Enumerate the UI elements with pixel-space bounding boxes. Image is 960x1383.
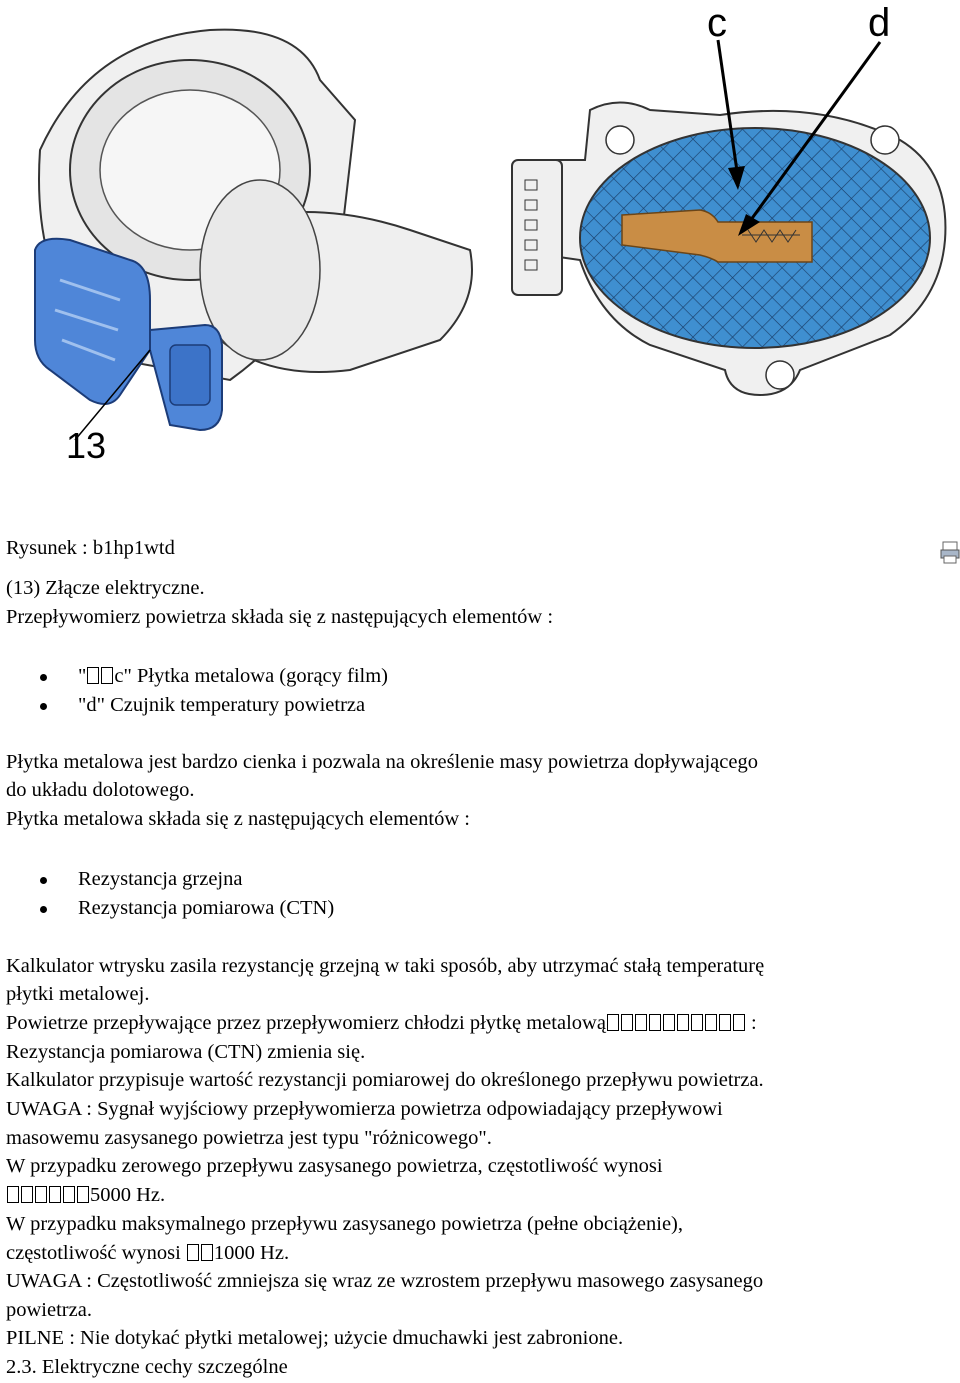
bullet — [40, 674, 47, 681]
paragraph-6-line-1: W przypadku zerowego przepływu zasysanego powietrza, częstotliwość wynosi — [6, 1155, 663, 1177]
paragraph-4: Kalkulator przypisuje wartość rezystancji pomiarowej do określonego przepływu powietrza. — [6, 1069, 764, 1091]
callout-c-label: c — [707, 1, 727, 45]
print-icon[interactable] — [940, 540, 960, 564]
figure-drawing — [0, 0, 960, 480]
figure-caption: Rysunek : b1hp1wtd — [6, 537, 175, 559]
bullet — [40, 703, 47, 710]
paragraph-9: PILNE : Nie dotykać płytki metalowej; użycie dmuchawki jest zabronione. — [6, 1327, 624, 1349]
paragraph-7-line-2: częstotliwość wynosi 1000 Hz. — [6, 1242, 290, 1264]
callout-d-label: d — [868, 1, 891, 45]
bullet — [40, 877, 47, 884]
paragraph-1-line-2: do układu dolotowego. — [6, 779, 195, 801]
paragraph-8-line-2: powietrza. — [6, 1299, 92, 1321]
list2-item-2: Rezystancja pomiarowa (CTN) — [78, 897, 335, 919]
paragraph-3-line-2: Rezystancja pomiarowa (CTN) zmienia się. — [6, 1041, 366, 1063]
paragraph-3-line-1: Powietrze przepływające przez przepływomierz chłodzi płytkę metalową : — [6, 1012, 757, 1034]
mass-airflow-sensor-figure — [0, 0, 960, 480]
paragraph-6-line-2: 5000 Hz. — [6, 1183, 165, 1207]
paragraph-5-line-1: UWAGA : Sygnał wyjściowy przepływomierza powietrza odpowiadający przepływowi — [6, 1098, 723, 1120]
intro-2: Płytka metalowa składa się z następujących elementów : — [6, 808, 470, 830]
list1-item-c: " c" Płytka metalowa (gorący film) — [78, 665, 389, 687]
paragraph-5-line-2: masowemu zasysanego powietrza jest typu "różnicowego". — [6, 1127, 492, 1149]
paragraph-7-line-1: W przypadku maksymalnego przepływu zasysanego powietrza (pełne obciążenie), — [6, 1213, 683, 1235]
paragraph-2-line-1: Kalkulator wtrysku zasila rezystancję grzejną w taki sposób, aby utrzymać stałą temperaturę — [6, 955, 765, 977]
paragraph-1-line-1: Płytka metalowa jest bardzo cienka i pozwala na określenie masy powietrza dopływającego — [6, 751, 758, 773]
paragraph-8-line-1: UWAGA : Częstotliwość zmniejsza się wraz ze wzrostem przepływu masowego zasysanego — [6, 1270, 764, 1292]
section-heading: 2.3. Elektryczne cechy szczególne — [6, 1356, 288, 1378]
list1-item-d: "d" Czujnik temperatury powietrza — [78, 694, 366, 716]
intro-1: Przepływomierz powietrza składa się z następujących elementów : — [6, 606, 554, 628]
paragraph-2-line-2: płytki metalowej. — [6, 983, 150, 1005]
line-13: (13) Złącze elektryczne. — [6, 577, 205, 599]
bullet — [40, 906, 47, 913]
list2-item-1: Rezystancja grzejna — [78, 868, 243, 890]
callout-13-label: 13 — [66, 425, 107, 466]
